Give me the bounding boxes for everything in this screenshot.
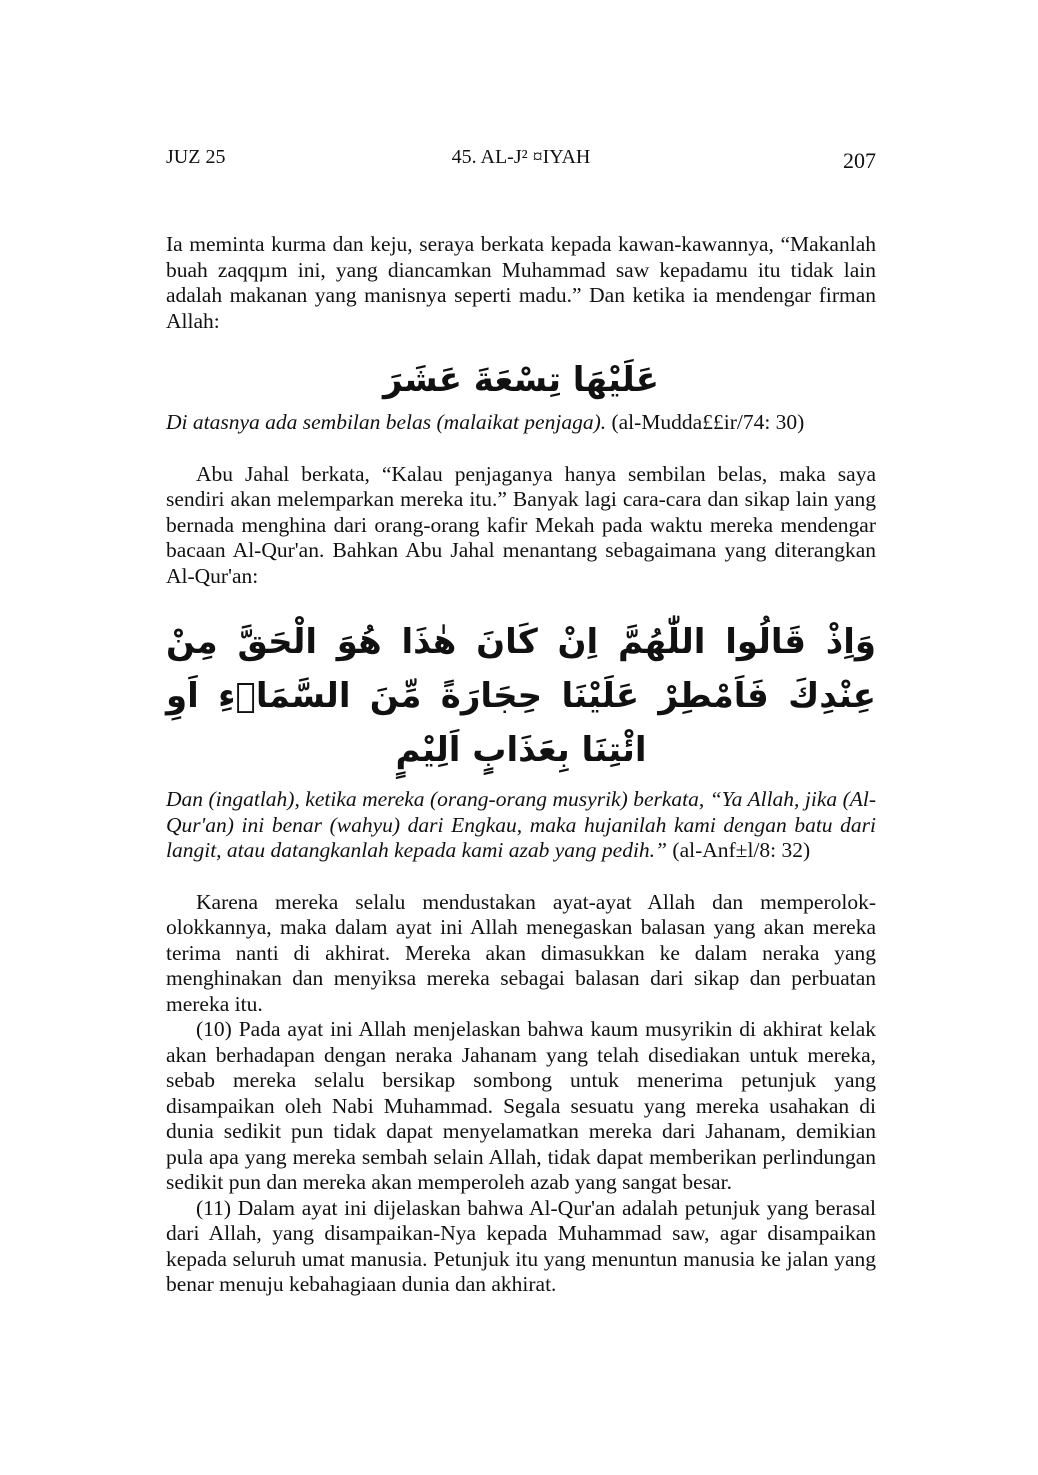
translation-2-reference: (al-Anf±l/8: 32) — [667, 838, 811, 862]
arabic-verse-1: عَلَيْهَا تِسْعَةَ عَشَرَ — [382, 360, 660, 400]
translation-2-text: Dan (ingatlah), ketika mereka (orang-orang musyrik) berkata, “Ya Allah, jika (Al-Qur'an) ini benar (wahyu) dari Engkau, maka hujanilah kami dengan batu dari langit, atau datangkanlah kepada kami azab yang pedih.” — [166, 787, 876, 862]
surah-title: 45. AL-J² ¤IYAH — [451, 146, 591, 168]
paragraph-2: Abu Jahal berkata, “Kalau penjaganya hanya sembilan belas, maka saya sendiri akan melemparkan mereka itu.” Banyak lagi cara-cara dan sikap lain yang bernada menghina dari orang-orang kafir Mekah pada waktu mereka mendengar bacaan Al-Qur'an. Bahkan Abu Jahal menantang sebagaimana yang diterangkan Al-Qur'an: — [166, 461, 876, 588]
paragraph-4: (10) Pada ayat ini Allah menjelaskan bahwa kaum musyrikin di akhirat kelak akan berhadapan dengan neraka Jahanam yang telah disediakan untuk mereka, sebab mereka selalu bersikap sombong untuk menerima petunjuk yang disampaikan oleh Nabi Muhammad. Segala sesuatu yang mereka usahakan di dunia sedikit pun tidak dapat menyelamatkan mereka dari Jahanam, demikian pula apa yang mereka sembah selain Allah, tidak dapat memberikan perlindungan sedikit pun dan mereka akan memperoleh azab yang sangat besar. — [166, 1017, 876, 1194]
arabic-verse-2: وَاِذْ قَالُوا اللّٰهُمَّ اِنْ كَانَ هٰذَا هُوَ الْحَقَّ مِنْ عِنْدِكَ فَاَمْطِرْ عَلَيْنَا حِجَارَةً مِّنَ السَّمَاۤءِ اَوِ ائْتِنَا بِعَذَابٍ اَلِيْمٍ — [166, 622, 876, 770]
page-header — [166, 146, 876, 176]
paragraph-1: Ia meminta kurma dan keju, seraya berkata kepada kawan-kawannya, “Makanlah buah zaqqµm ini, yang diancamkan Muhammad saw kepadamu itu tidak lain adalah makanan yang manisnya seperti madu.” Dan ketika ia mendengar firman Allah: — [166, 232, 876, 333]
page-number: 207 — [843, 148, 876, 173]
translation-1-text: Di atasnya ada sembilan belas (malaikat penjaga). — [166, 410, 607, 434]
paragraph-5: (11) Dalam ayat ini dijelaskan bahwa Al-Qur'an adalah petunjuk yang berasal dari Allah, yang disampaikan-Nya kepada Muhammad saw, agar disampaikan kepada seluruh umat manusia. Petunjuk itu yang menuntun manusia ke jalan yang benar menuju kebahagiaan dunia dan akhirat. — [166, 1195, 876, 1296]
paragraph-3: Karena mereka selalu mendustakan ayat-ayat Allah dan memperolok-olokkannya, maka dalam ayat ini Allah menegaskan balasan yang akan mereka terima nanti di akhirat. Mereka akan dimasukkan ke dalam neraka yang menghinakan dan menyiksa mereka sebagai balasan dari sikap dan perbuatan mereka itu. — [166, 889, 876, 1016]
juz-label: JUZ 25 — [166, 146, 226, 168]
translation-1-reference: (al-Mudda££ir/74: 30) — [606, 410, 805, 434]
translation-1 — [166, 410, 876, 436]
page-body — [166, 232, 876, 1298]
translation-2 — [166, 787, 876, 864]
